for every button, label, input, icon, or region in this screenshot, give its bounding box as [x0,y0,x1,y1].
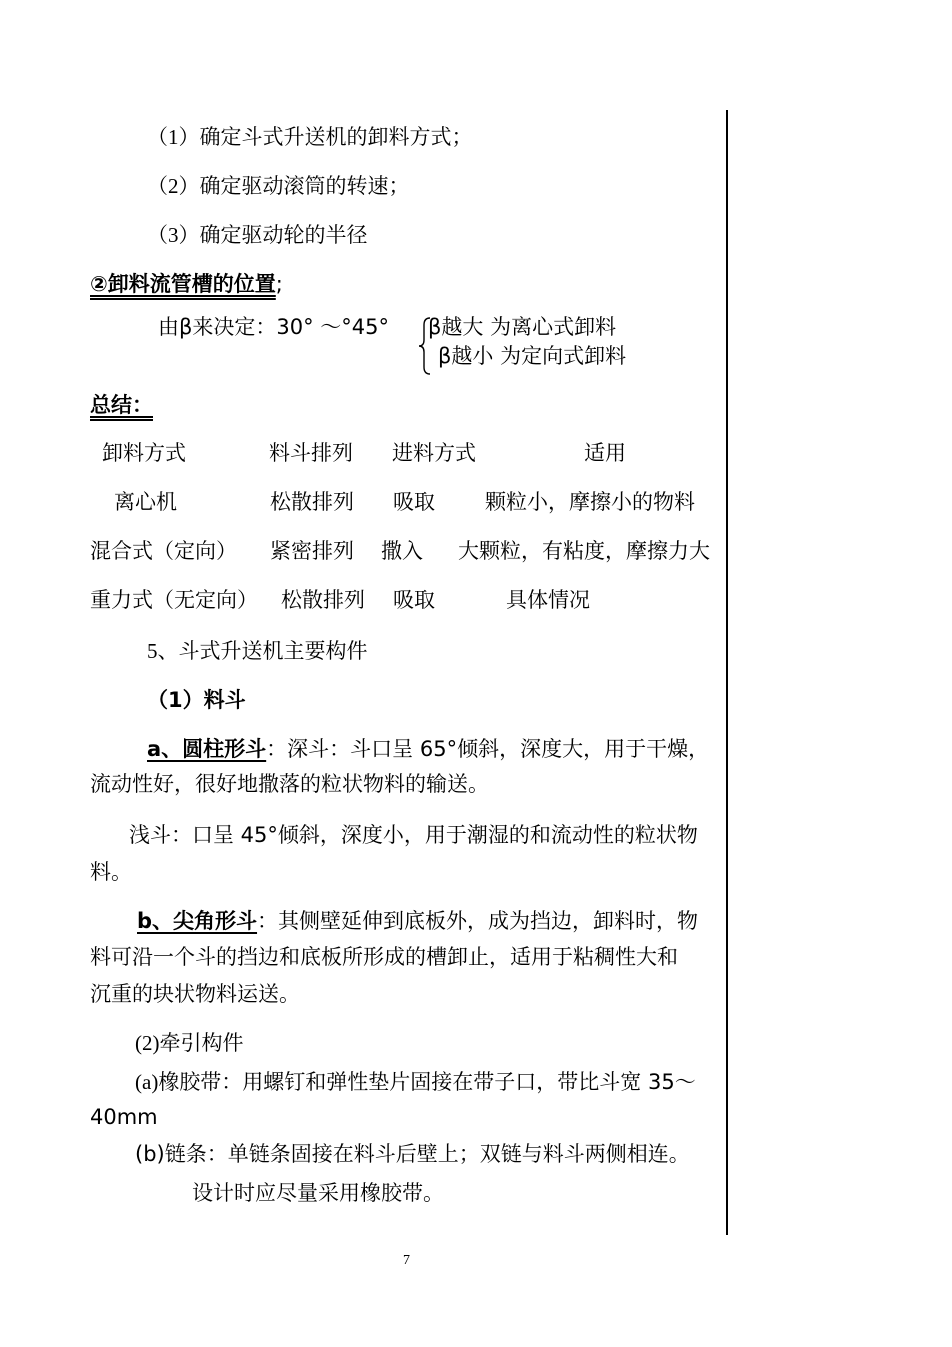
shallow-bucket-line-1: 浅斗：口呈 45°倾斜，深度小，用于潮湿的和流动性的粒状物 [129,823,698,847]
part-2-title-text: 牵引构件 [159,1031,244,1055]
step-2 [147,172,410,200]
step-2-number: （2） [147,174,200,198]
shallow-bucket-line-2: 料。 [90,860,132,884]
item-b-line-1 [137,907,698,935]
rubber-belt-line-2: 40mm [90,1105,158,1129]
item-b-line-3: 沉重的块状物料运送。 [90,982,300,1006]
summary-row-2-type: 混合式（定向） [90,539,237,563]
step-1-number: （1） [147,125,200,149]
part-2-title [135,1029,244,1057]
summary-row-2-feeding: 撒入 [381,539,423,563]
summary-title: 总结： [90,393,153,417]
item-a-line-1 [147,735,709,763]
summary-row-3-application: 具体情况 [506,588,590,612]
summary-row-1-arrangement: 松散排列 [270,490,354,514]
margin-rule [726,110,728,1235]
discharge-chute-heading-tail: ; [275,272,283,296]
item-a-text: ：深斗：斗口呈 65°倾斜，深度大，用于干燥， [266,737,710,761]
summary-row-3-arrangement: 松散排列 [281,588,365,612]
item-a-label: a、圆柱形斗 [147,737,267,761]
section-heading-discharge-chute [90,270,283,298]
chain-line-1: (b)链条：单链条固接在料斗后壁上；双链与料斗两侧相连。 [135,1142,690,1166]
step-1-text: 确定斗式升送机的卸料方式； [199,125,473,149]
part-1-title: （1）料斗 [147,688,246,712]
summary-row-1-type: 离心机 [114,490,177,514]
summary-row-3-feeding: 吸取 [393,588,435,612]
summary-header-feeding: 进料方式 [392,441,476,465]
discharge-chute-heading: ②卸料流管槽的位置 [90,272,276,296]
summary-header-application: 适用 [584,441,626,465]
section-5-number: 5、 [147,639,179,663]
item-b-line-2: 料可沿一个斗的挡边和底板所形成的槽卸止，适用于粘稠性大和 [90,945,678,969]
item-a-line-2: 流动性好，很好地撒落的粒状物料的输送。 [90,772,489,796]
section-5-heading [147,637,368,665]
summary-header-discharge: 卸料方式 [102,441,186,465]
chain-line-2: 设计时应尽量采用橡胶带。 [192,1181,444,1205]
summary-header-arrangement: 料斗排列 [269,441,353,465]
step-3 [147,221,368,249]
summary-row-1-application: 颗粒小，摩擦小的物料 [485,490,695,514]
step-3-number: （3） [147,223,200,247]
beta-large-line: β越大 为离心式卸料 [428,315,617,339]
part-2-title-prefix: (2) [135,1031,160,1055]
item-b-label: b、尖角形斗 [137,909,258,933]
beta-prefix: 由β来决定：30° ～°45° [158,315,390,339]
beta-small-line: β越小 为定向式卸料 [438,344,627,368]
summary-row-2-application: 大颗粒，有粘度，摩擦力大 [458,539,710,563]
summary-row-1-feeding: 吸取 [393,490,435,514]
rubber-belt-line-1 [135,1068,696,1096]
rubber-belt-text: 橡胶带：用螺钉和弹性垫片固接在带子口，带比斗宽 35～ [158,1070,696,1094]
step-1 [147,123,473,151]
summary-row-2-arrangement: 紧密排列 [270,539,354,563]
item-b-text: ：其侧壁延伸到底板外，成为挡边，卸料时，物 [257,909,699,933]
page-number: 7 [403,1253,410,1268]
step-3-text: 确定驱动轮的半径 [199,223,368,247]
summary-row-3-type: 重力式（无定向） [90,588,258,612]
step-2-text: 确定驱动滚筒的转速； [199,174,410,198]
section-5-title: 斗式升送机主要构件 [178,639,368,663]
rubber-belt-prefix: (a) [135,1070,159,1094]
